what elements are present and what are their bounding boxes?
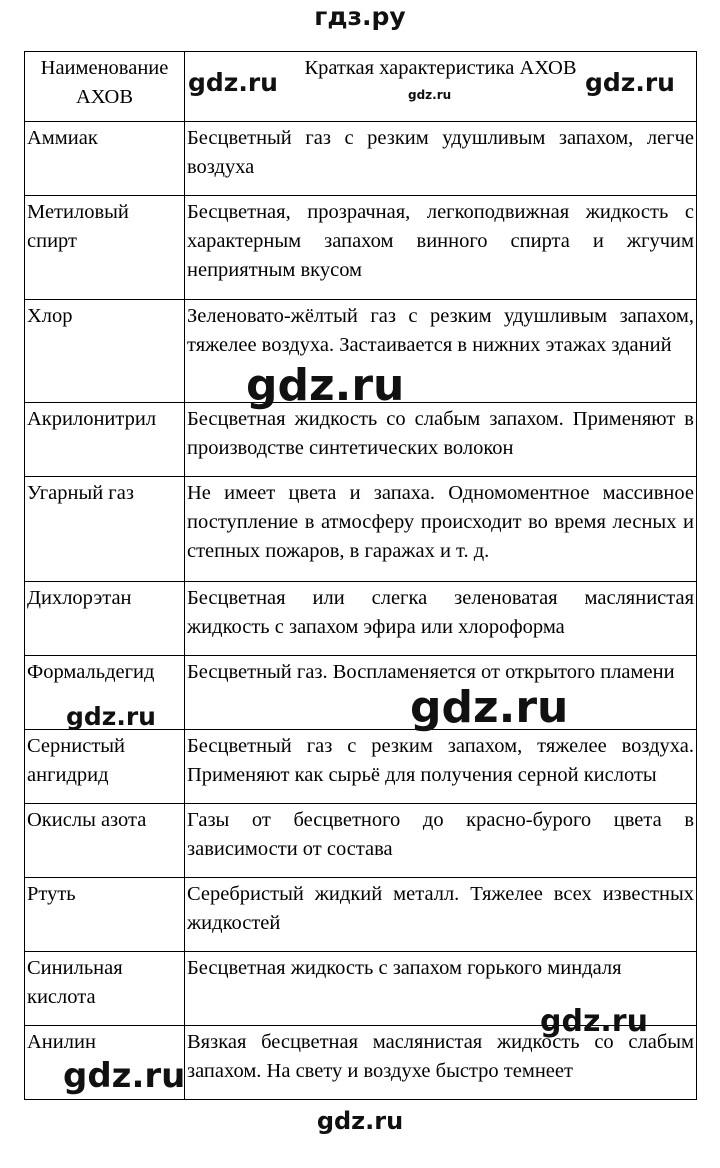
row-name: Метиловый спирт <box>25 196 185 300</box>
watermark: gdz.ru <box>585 68 675 97</box>
watermark: gdz.ru <box>408 88 452 102</box>
watermark: gdz.ru <box>246 360 405 411</box>
row-description: Бесцветная жидкость со слабым запахом. Применяют в производстве синтетических волокон <box>185 403 697 477</box>
row-description: Бесцветный газ. Воспламеняется от открытого пламени <box>185 656 697 730</box>
row-description: Не имеет цвета и запаха. Одномоментное массивное поступление в атмосферу происходит во время лесных и степных пожаров, в гаражах и т. д. <box>185 477 697 582</box>
row-description: Бесцветный газ с резким удушливым запахом, легче воздуха <box>185 122 697 196</box>
table-row <box>25 477 697 582</box>
site-header: гдз.ру <box>314 2 406 31</box>
row-name: Хлор <box>25 300 185 403</box>
table-row <box>25 804 697 878</box>
row-name: Ртуть <box>25 878 185 952</box>
row-name: Сернистый ангидрид <box>25 730 185 804</box>
row-description: Вязкая бесцветная маслянистая жидкость со слабым запахом. На свету и воздухе быстро темнеет <box>185 1026 697 1100</box>
row-description: Газы от бесцветного до красно-бурого цвета в зависимости от состава <box>185 804 697 878</box>
row-name: Анилин <box>25 1026 185 1100</box>
row-name: Дихлорэтан <box>25 582 185 656</box>
row-name: Аммиак <box>25 122 185 196</box>
row-name: Окислы азота <box>25 804 185 878</box>
watermark: gdz.ru <box>188 68 278 97</box>
table-row <box>25 878 697 952</box>
row-description: Бесцветная или слегка зеленоватая маслянистая жидкость с запахом эфира или хлороформа <box>185 582 697 656</box>
table-row <box>25 582 697 656</box>
watermark: gdz.ru <box>63 1056 186 1096</box>
row-name: Формальдегид <box>25 656 185 730</box>
row-name: Угарный газ <box>25 477 185 582</box>
row-description: Бесцветная, прозрачная, легкоподвижная жидкость с характерным запахом винного спирта и жгучим неприятным вкусом <box>185 196 697 300</box>
watermark: gdz.ru <box>66 702 156 731</box>
site-footer: gdz.ru <box>316 1107 404 1135</box>
table-row <box>25 122 697 196</box>
header-name: Наименование АХОВ <box>25 52 185 122</box>
row-name: Синильная кислота <box>25 952 185 1026</box>
table-row <box>25 196 697 300</box>
row-description: Бесцветная жидкость с запахом горького миндаля <box>185 952 697 1026</box>
watermark: gdz.ru <box>410 682 569 733</box>
table-row <box>25 730 697 804</box>
row-description: Зеленовато-жёлтый газ с резким удушливым запахом, тяжелее воздуха. Застаивается в нижних этажах зданий <box>185 300 697 403</box>
row-description: Серебристый жидкий металл. Тяжелее всех известных жидкостей <box>185 878 697 952</box>
axov-table <box>24 51 697 1100</box>
header-description: Краткая характеристика АХОВ <box>185 52 697 122</box>
row-name: Акрилонитрил <box>25 403 185 477</box>
watermark: gdz.ru <box>540 1004 648 1039</box>
row-description: Бесцветный газ с резким запахом, тяжелее воздуха. Применяют как сырьё для получения серной кислоты <box>185 730 697 804</box>
table-row <box>25 403 697 477</box>
